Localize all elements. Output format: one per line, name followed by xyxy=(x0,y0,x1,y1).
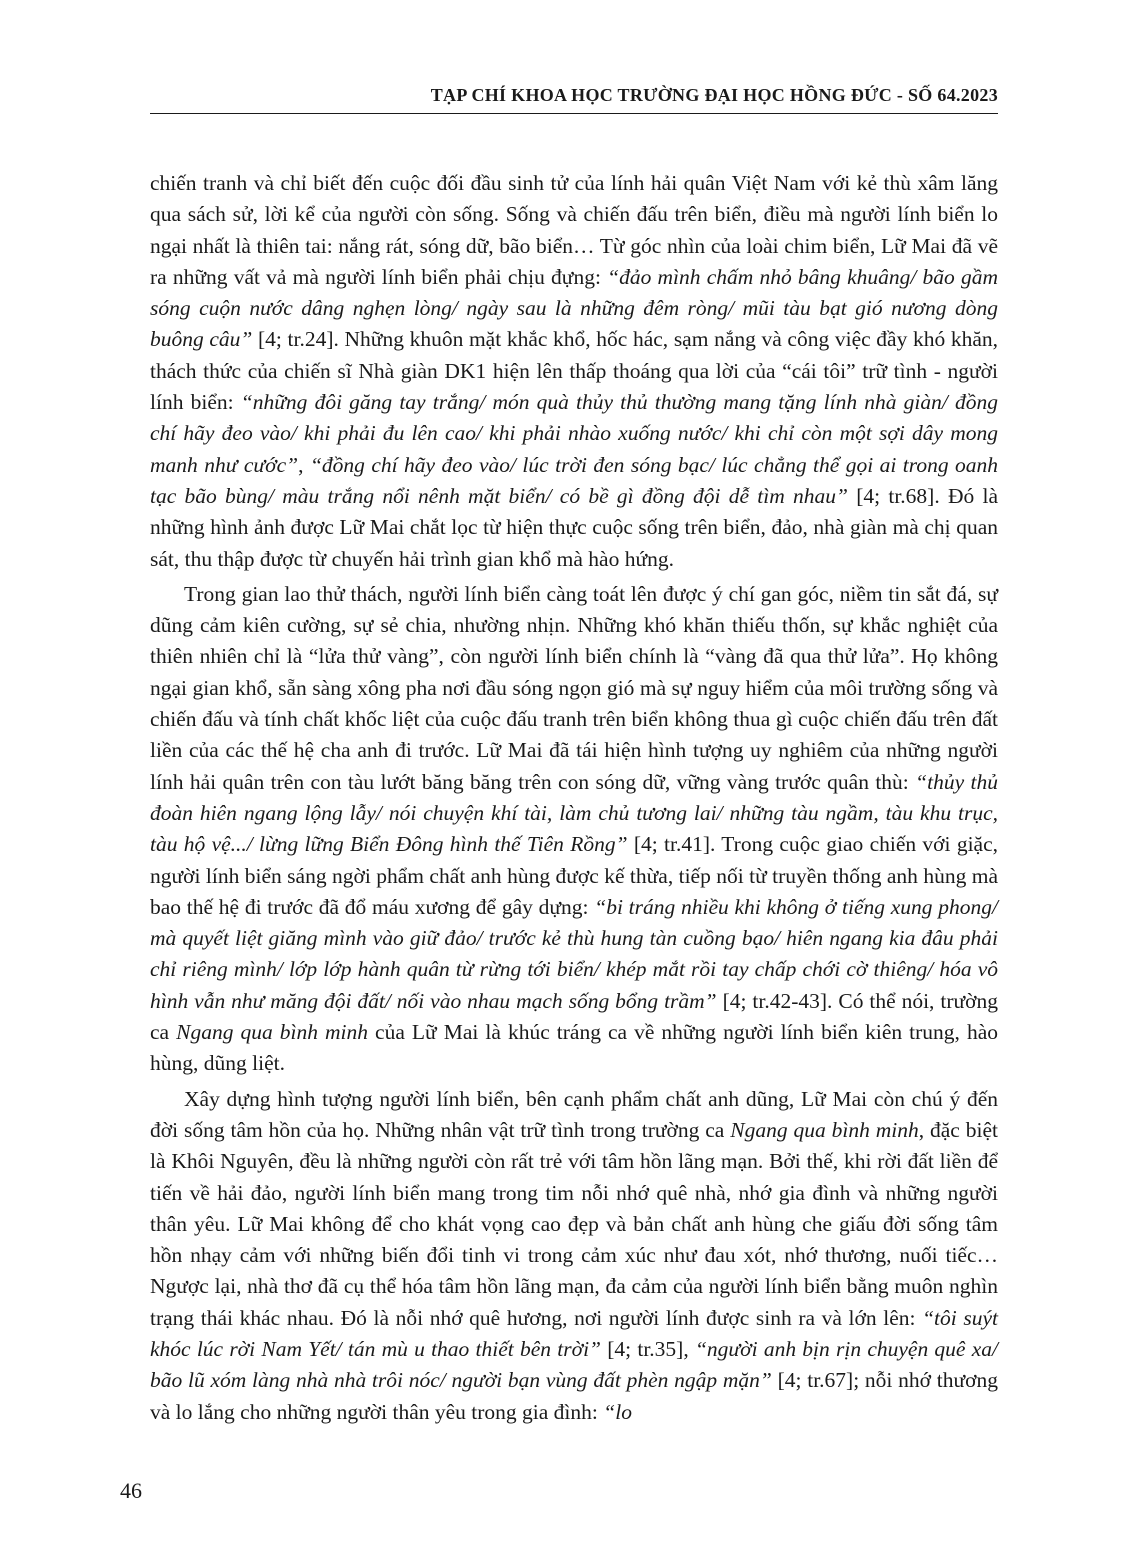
text-run: của Lữ Mai là khúc tráng ca về những người lính biển kiên trung, hào hùng, dũng liệt. xyxy=(150,1020,998,1076)
italic-quote: “bi tráng nhiều khi không ở tiếng xung phong/ mà quyết liệt giăng mình vào giữ đảo/ trước kẻ thù hung tàn cuồng bạo/ hiên ngang kia đâu phải chỉ riêng mình/ lớp lớp hành quân từ rừng tới biển/ khép mắt rồi tay chấp chới cờ thiêng/ hóa vô hình vẫn như măng đội đất/ nối vào nhau mạch sống bổng trầm” xyxy=(150,894,998,1013)
italic-quote: “đảo mình chấm nhỏ bâng khuâng/ bão gầm sóng cuộn nước dâng nghẹn lòng/ ngày sau là những đêm ròng/ mũi tàu bạt gió nương dòng buông câu” xyxy=(150,264,998,352)
italic-quote: “thủy thủ đoàn hiên ngang lộng lẫy/ nói chuyện khí tài, làm chủ tương lai/ những tàu ngầm, tàu khu trục, tàu hộ vệ.../ lừng lững Biển Đông hình thế Tiên Rồng” xyxy=(150,769,999,857)
italic-quote: Ngang qua bình minh xyxy=(176,1020,369,1045)
italic-quote: “tôi suýt khóc lúc rời Nam Yết/ tán mù u thao thiết bên trời” xyxy=(150,1305,998,1361)
text-run: [4; tr.35], xyxy=(601,1336,695,1361)
italic-quote: “đồng chí hãy đeo vào/ lúc trời đen sóng bạc/ lúc chẳng thể gọi ai trong oanh tạc bão bùng/ màu trắng nổi nênh mặt biển/ có bề gì đồng đội dễ tìm nhau” xyxy=(150,452,999,508)
italic-quote: Ngang qua bình minh xyxy=(730,1117,919,1142)
header-divider xyxy=(150,113,998,114)
text-run: Xây dựng hình tượng người lính biển, bên cạnh phẩm chất anh dũng, Lữ Mai còn chú ý đến đời sống tâm hồn của họ. Những nhân vật trữ tình trong trường ca xyxy=(150,1086,998,1142)
text-run: [4; tr.68]. Đó là những hình ảnh được Lữ Mai chắt lọc từ hiện thực cuộc sống trên biển, đảo, nhà giàn mà chị quan sát, thu thập được từ chuyến hải trình gian khổ mà hào hứng. xyxy=(150,483,998,571)
article-body xyxy=(150,168,998,1432)
text-run: chiến tranh và chỉ biết đến cuộc đối đầu sinh tử của lính hải quân Việt Nam với kẻ thù xâm lăng qua sách sử, lời kể của người còn sống. Sống và chiến đấu trên biển, điều mà người lính biển lo ngại nhất là thiên tai: nắng rát, sóng dữ, bão biển… Từ góc nhìn của loài chim biển, Lữ Mai đã vẽ ra những vất vả mà người lính biển phải chịu đựng: xyxy=(150,171,998,289)
text-run: , đặc biệt là Khôi Nguyên, đều là những người còn rất trẻ với tâm hồn lãng mạn. Bởi thế, khi rời đất liền để tiến về hải đảo, người lính biển mang trong tim nỗi nhớ quê nhà, nhớ gia đình và những người thân yêu. Lữ Mai không để cho khát vọng cao đẹp và bản chất anh hùng che giấu đời sống tâm hồn nhạy cảm với những biến đổi tinh vi trong cảm xúc như đau xót, nhớ thương, nuối tiếc… Ngược lại, nhà thơ đã cụ thể hóa tâm hồn lãng mạn, đa cảm của người lính biển bằng muôn nghìn trạng thái khác nhau. Đó là nỗi nhớ quê hương, nơi người lính được sinh ra và lớn lên: xyxy=(150,1117,998,1330)
text-run: [4; tr.67]; nỗi nhớ thương và lo lắng cho những người thân yêu trong gia đình: xyxy=(150,1368,998,1424)
paragraph-2 xyxy=(150,579,998,1080)
text-run: [4; tr.41]. Trong cuộc giao chiến với giặc, người lính biển sáng ngời phẩm chất anh hùng được kế thừa, tiếp nối từ truyền thống anh hùng mà bao thế hệ đi trước đã đổ máu xương để gây dựng: xyxy=(150,832,998,919)
text-run: , xyxy=(298,452,310,477)
italic-quote: “những đôi găng tay trắng/ món quà thủy thủ thường mang tặng lính nhà giàn/ đồng chí hãy đeo vào/ khi phải đu lên cao/ khi phải nhào xuống nước/ khi chỉ còn một sợi dây mong manh như cước” xyxy=(150,390,998,477)
page-number: 46 xyxy=(120,1478,142,1503)
paragraph-1 xyxy=(150,168,998,575)
italic-quote: “người anh bịn rịn chuyện quê xa/ bão lũ xóm làng nhà nhà trôi nóc/ người bạn vùng đất phèn ngập mặn” xyxy=(150,1336,998,1393)
text-run: [4; tr.24]. Những khuôn mặt khắc khổ, hốc hác, sạm nắng và công việc đầy khó khăn, thách thức của chiến sĩ Nhà giàn DK1 hiện lên thấp thoáng qua lời của “cái tôi” trữ tình - người lính biển: xyxy=(150,327,999,415)
italic-quote: “lo xyxy=(603,1399,632,1424)
paragraph-3 xyxy=(150,1084,998,1428)
text-run: [4; tr.42-43]. Có thể nói, trường ca xyxy=(150,988,999,1045)
running-header: TẠP CHÍ KHOA HỌC TRƯỜNG ĐẠI HỌC HỒNG ĐỨC - SỐ 64.2023 xyxy=(430,85,998,105)
text-run: Trong gian lao thử thách, người lính biển càng toát lên được ý chí gan góc, niềm tin sắt đá, sự dũng cảm kiên cường, sự sẻ chia, nhường nhịn. Những khó khăn thiếu thốn, sự khắc nghiệt của thiên nhiên chỉ là “lửa thử vàng”, còn người lính biển chính là “vàng đã qua thử lửa”. Họ không ngại gian khổ, sẵn sàng xông pha nơi đầu sóng ngọn gió mà sự nguy hiểm của môi trường sống và chiến đấu và tính chất khốc liệt của cuộc đấu tranh trên biển không thua gì cuộc chiến đấu trên đất liền của các thế hệ cha anh đi trước. Lữ Mai đã tái hiện hình tượng uy nghiêm của những người lính hải quân trên con tàu lướt băng băng trên con sóng dữ, vững vàng trước quân thù: xyxy=(150,581,998,794)
